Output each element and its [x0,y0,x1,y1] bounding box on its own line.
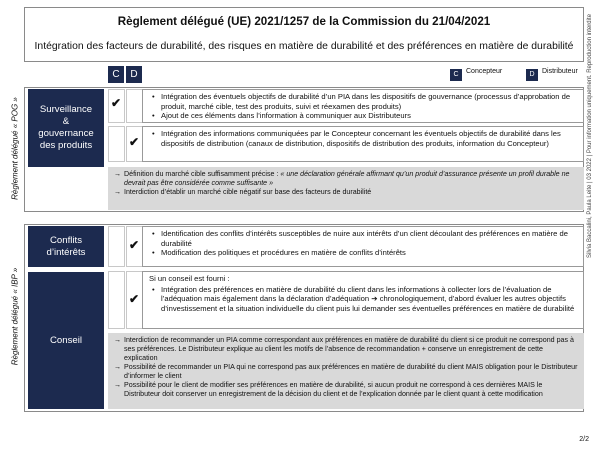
pog-block-text: Surveillance & gouvernance des produits [38,104,94,151]
list-item: • Ajout de ces éléments dans l’information à communiquer aux Distributeurs [149,111,579,121]
list-item: • Intégration des éventuels objectifs de durabilité d’un PIA dans les dispositifs de gouvernance (processus d’approbation de produit, marché cible, test des produits, suivi et réexamen des produits) [149,92,579,111]
conseil-cell-c [108,271,125,329]
pog-row2-cell-c [108,126,125,162]
note-item [114,188,578,197]
legend-d-label: Distributeur [542,68,578,75]
checkmark-icon: ✔ [111,96,122,110]
pog-row1-card [142,89,584,123]
page-title: Règlement délégué (UE) 2021/1257 de la Commission du 21/04/2021 [117,15,491,28]
column-header-d: D [126,66,142,83]
legend-distributeur [526,68,578,81]
arrow-icon: → [114,381,122,389]
note-item [114,381,578,399]
conseil-block-label [28,272,104,409]
note-item [114,336,578,363]
pog-row1-cell-d [126,89,143,123]
column-header-c: C [108,66,124,83]
legend-d-square: D [526,69,538,81]
page-subtitle: Intégration des facteurs de durabilité, des risques en matière de durabilité et des préférences en matière de durabilité [34,41,574,52]
header-box [24,7,584,62]
note-text: Interdiction de recommander un PIA comme correspondant aux préférences en matière de durabilité du client si ce produit ne correspond pas à ses préférences. Le Distributeur explique au client les motifs de l’absence de recommandation + conserve un enregistrement de cette explication [124,336,574,362]
conseil-lead: Si un conseil est fourni : [149,274,230,283]
note-item [114,363,578,381]
pog-notes-box [108,167,584,210]
ibp-side-label: Règlement délégué « IBP » [10,267,20,366]
arrow-icon: → [114,363,122,371]
note-quote: « une déclaration générale affirmant qu’un produit d’assurance présente un profil durable ne devrait pas être considérée comme suffisante » [124,170,570,187]
note-text: Possibilité de recommander un PIA qui ne correspond pas aux préférences en matière de durabilité du client MAIS obligation pour le Distributeur d’informer le client [124,363,578,380]
pog-row2-card [142,126,584,162]
legend-concepteur [450,68,502,81]
note-item [114,170,578,188]
note-text: Possibilité pour le client de modifier ses préférences en matière de durabilité, si aucun produit ne correspond à ces dernières MAIS le Distributeur doit conserver un enregistrement de la décision du client et de l’explication donnée par le client quant à cette modification [124,381,543,398]
arrow-icon: → [114,336,122,344]
checkmark-icon: ✔ [129,292,140,306]
pog-block-label [28,89,104,167]
arrow-icon: → [114,170,122,178]
note-prefix: Interdiction d’établir un marché cible négatif sur base des facteurs de durabilité [124,188,372,196]
note-prefix: Définition du marché cible suffisamment précise : [124,170,281,178]
list-item: • Identification des conflits d’intérêts susceptibles de nuire aux intérêts d’un client découlant des préférences en matière de durabilité [149,229,579,248]
conflits-card [142,226,584,267]
legend-c-label: Concepteur [466,68,503,75]
page-number: 2/2 [579,436,589,443]
list-item: • Intégration des informations communiquées par le Concepteur concernant les éventuels objectifs de durabilité dans les dispositifs de distribution (canaux de distribution, dispositifs de distribution des produits, information du Concepteur) [149,129,579,148]
checkmark-icon: ✔ [129,135,140,149]
conseil-card [142,271,584,329]
list-item: • Modification des politiques et procédures en matière de conflits d’intérêts [149,248,579,258]
pog-side-label: Règlement délégué « POG » [10,97,20,200]
copyright-side-note: Silvia Baccalini, Paula Leite | 03 2022 | Pour information uniquement. Reproduction interdite [587,14,593,258]
conflits-block-text: Conflits d’intérêts [46,234,86,258]
conseil-block-text: Conseil [50,334,82,346]
conflits-cell-c [108,226,125,267]
arrow-icon: → [114,188,122,196]
conflits-block-label [28,226,104,267]
ibp-notes-box [108,333,584,409]
legend-c-square: C [450,69,462,81]
list-item: • Intégration des préférences en matière de durabilité du client dans les informations à collecter lors de l’évaluation de l’adéquation mais également dans la déclaration d’adéquation ➔ chronologiquement, d’abord évaluer les autres objectifs d’investissement et la situation individuelle du client puis lui demander ses éventuelles préférences en matière de durabilité [149,285,579,314]
checkmark-icon: ✔ [129,238,140,252]
